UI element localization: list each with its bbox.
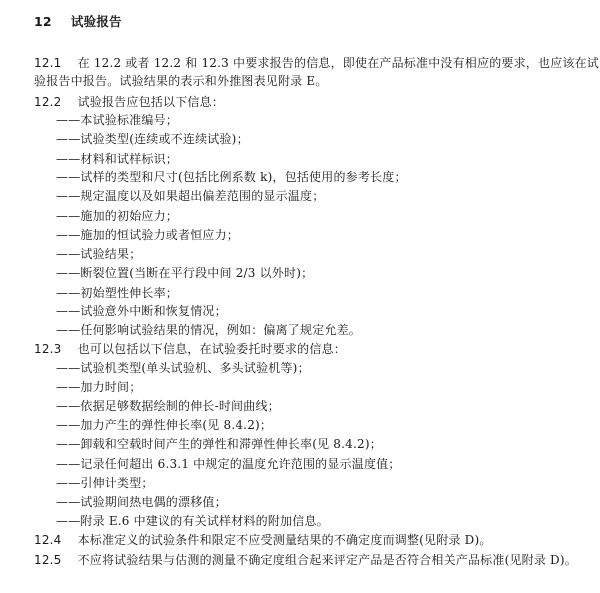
list-item: ——施加的初始应力； bbox=[56, 209, 179, 223]
list-item: ——记录任何超出 6.3.1 中规定的温度允许范围的显示温度值； bbox=[56, 457, 401, 471]
section-number: 12 bbox=[34, 14, 52, 29]
clause-text: 也可以包括以下信息，在试验委托时要求的信息： bbox=[77, 342, 346, 356]
clause-text: 在 12.2 或者 12.2 和 12.3 中要求报告的信息，即使在产品标准中没有相应的要求，也应该在试 bbox=[77, 56, 600, 70]
clause-12-3-intro bbox=[34, 341, 346, 357]
list-item: ——引伸计类型； bbox=[56, 476, 154, 490]
list-item: ——附录 E.6 中建议的有关试样材料的附加信息。 bbox=[56, 514, 329, 528]
clause-12-2-intro bbox=[34, 94, 224, 110]
clause-number: 12.4 bbox=[34, 533, 62, 547]
clause-12-4 bbox=[34, 532, 492, 548]
list-item: ——施加的恒试验力或者恒应力； bbox=[56, 228, 240, 242]
clause-text: 试验报告应包括以下信息： bbox=[77, 95, 224, 109]
clause-12-1-line-2 bbox=[34, 73, 328, 89]
clause-text: 验报告中报告。试验结果的表示和外推图表见附录 E。 bbox=[34, 74, 328, 88]
list-item: ——依据足够数据绘制的伸长-时间曲线； bbox=[56, 399, 280, 413]
clause-number: 12.3 bbox=[34, 342, 62, 356]
clause-number: 12.2 bbox=[34, 95, 62, 109]
list-item: ——试验类型(连续或不连续试验)； bbox=[56, 132, 249, 146]
list-item: ——本试验标准编号； bbox=[56, 113, 179, 127]
list-item: ——试验意外中断和恢复情况； bbox=[56, 304, 227, 318]
list-item: ——试验期间热电偶的漂移值； bbox=[56, 495, 227, 509]
section-title: 试验报告 bbox=[70, 14, 122, 29]
clause-text: 本标准定义的试验条件和限定不应受测量结果的不确定度而调整(见附录 D)。 bbox=[77, 533, 492, 547]
list-item: ——加力时间； bbox=[56, 380, 142, 394]
clause-12-1-line-1 bbox=[34, 55, 599, 71]
list-item: ——试验结果； bbox=[56, 247, 142, 261]
list-item: ——卸载和空载时间产生的弹性和滞弹性伸长率(见 8.4.2)； bbox=[56, 437, 382, 451]
list-item: ——试样的类型和尺寸(包括比例系数 k)，包括使用的参考长度； bbox=[56, 170, 407, 184]
list-item: ——试验机类型(单头试验机、多头试验机等)； bbox=[56, 361, 310, 375]
list-item: ——规定温度以及如果超出偏差范围的显示温度； bbox=[56, 189, 325, 203]
list-item: ——材料和试样标识； bbox=[56, 152, 179, 166]
list-item: ——任何影响试验结果的情况，例如：偏离了规定允差。 bbox=[56, 323, 362, 337]
list-item: ——断裂位置(当断在平行段中间 2/3 以外时)； bbox=[56, 266, 314, 280]
section-heading bbox=[34, 14, 122, 30]
list-item: ——加力产生的弹性伸长率(见 8.4.2)； bbox=[56, 418, 273, 432]
list-item: ——初始塑性伸长率； bbox=[56, 286, 179, 300]
clause-number: 12.5 bbox=[34, 553, 62, 567]
clause-text: 不应将试验结果与估测的测量不确定度组合起来评定产品是否符合相关产品标准(见附录 D)。 bbox=[77, 553, 577, 567]
clause-12-5 bbox=[34, 552, 577, 568]
clause-number: 12.1 bbox=[34, 56, 62, 70]
